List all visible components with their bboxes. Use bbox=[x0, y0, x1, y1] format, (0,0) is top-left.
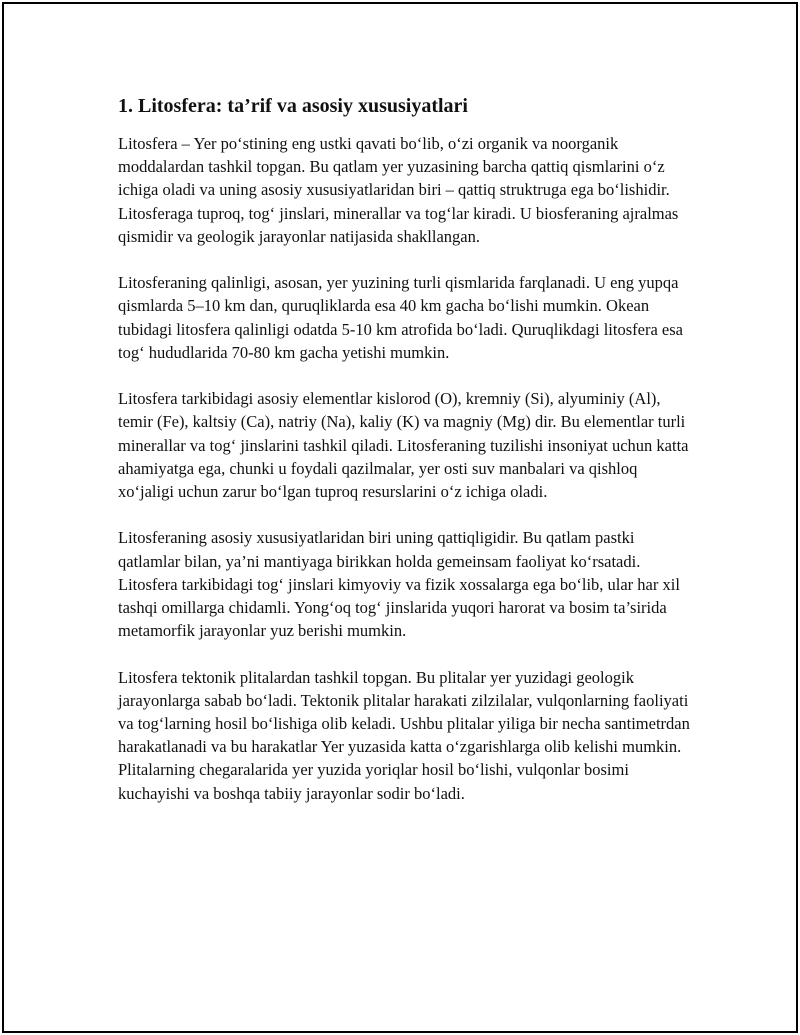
paragraph-elements: Litosfera tarkibidagi asosiy elementlar kislorod (O), kremniy (Si), alyuminiy (Al), temir (Fe), kaltsiy (Ca), natriy (Na), kaliy (K) va magniy (Mg) dir. Bu elementlar turli minerallar va tog‘ jinslarini tashkil qiladi. Litosferaning tuzilishi insoniyat uchun katta ahamiyatga ega, chunki u foydali qazilmalar, yer osti suv manbalari va qishloq xo‘jaligi uchun zarur bo‘lgan tuproq resurslarini o‘z ichiga oladi. bbox=[118, 389, 689, 502]
section-heading: 1. Litosfera: ta’rif va asosiy xususiyatlari bbox=[118, 95, 468, 117]
paragraph-thickness: Litosferaning qalinligi, asosan, yer yuzining turli qismlarida farqlanadi. U eng yupqa qismlarda 5–10 km dan, quruqliklarda esa 40 km gacha bo‘lishi mumkin. Okean tubidagi litosfera qalinligi odatda 5-10 km atrofida bo‘ladi. Quruqlikdagi litosfera esa tog‘ hududlarida 70-80 km gacha yetishi mumkin. bbox=[118, 273, 683, 362]
paragraph-hardness: Litosferaning asosiy xususiyatlaridan biri uning qattiqligidir. Bu qatlam pastki qatlamlar bilan, ya’ni mantiyaga birikkan holda gemeinsam faoliyat ko‘rsatadi. Litosfera tarkibidagi tog‘ jinslari kimyoviy va fizik xossalarga ega bo‘lib, ular har xil tashqi omillarga chidamli. Yong‘oq tog‘ jinslarida yuqori harorat va bosim ta’sirida metamorfik jarayonlar yuz berishi mumkin. bbox=[118, 528, 680, 641]
paragraph-definition: Litosfera – Yer po‘stining eng ustki qavati bo‘lib, o‘zi organik va noorganik moddalardan tashkil topgan. Bu qatlam yer yuzasining barcha qattiq qismlarini o‘z ichiga oladi va uning asosiy xususiyatlaridan biri – qattiq struktruga ega bo‘lishidir. Litosferaga tuproq, tog‘ jinslari, minerallar va tog‘lar kiradi. U biosferaning ajralmas qismidir va geologik jarayonlar natijasida shakllangan. bbox=[118, 134, 679, 246]
paragraph-tectonic-plates: Litosfera tektonik plitalardan tashkil topgan. Bu plitalar yer yuzidagi geologik jarayonlarga sabab bo‘ladi. Tektonik plitalar harakati zilzilalar, vulqonlarning faoliyati va tog‘larning hosil bo‘lishiga olib keladi. Ushbu plitalar yiliga bir necha santimetrdan harakatlanadi va bu harakatlar Yer yuzasida katta o‘zgarishlarga olib kelishi mumkin. Plitalarning chegaralarida yer yuzida yoriqlar hosil bo‘lishi, vulqonlar bosimi kuchayishi va boshqa tabiiy jarayonlar sodir bo‘ladi. bbox=[118, 667, 690, 803]
document-body bbox=[118, 94, 692, 828]
